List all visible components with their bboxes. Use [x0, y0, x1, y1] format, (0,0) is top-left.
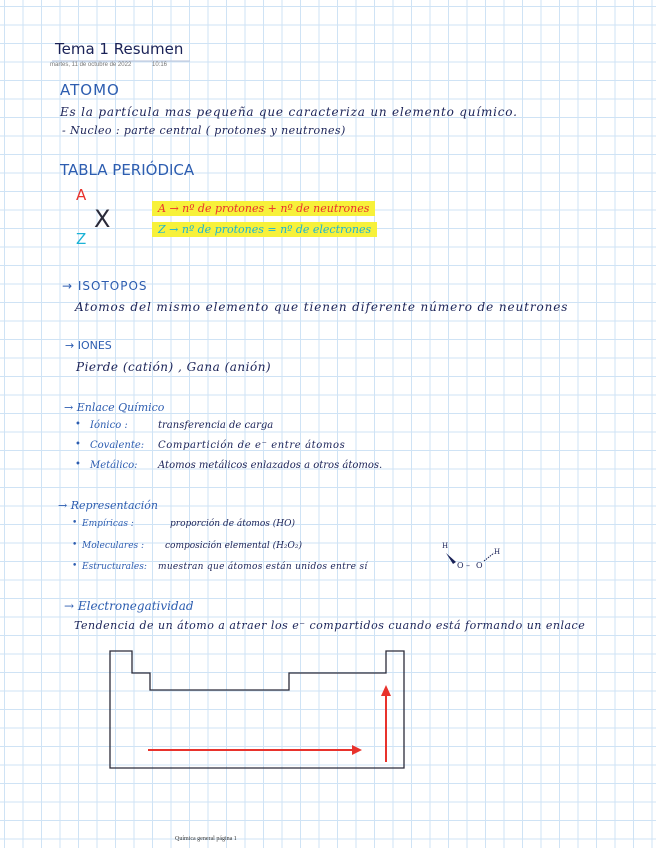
molecule-h1: H	[442, 542, 449, 550]
group-arrow-head	[381, 685, 391, 696]
electronegatividad-heading: → Electronegatividad	[64, 599, 194, 613]
bullet-icon: •	[72, 540, 78, 550]
electronegatividad-text: Tendencia de un átomo a atraer los e⁻ compartidos cuando está formando un enlace	[74, 619, 586, 632]
page-time: 10:16	[152, 62, 168, 68]
representacion-text: muestran que átomos están unidos entre sí	[158, 562, 368, 572]
iones-text: Pierde (catión) , Gana (anión)	[76, 360, 272, 374]
isotopos-text: Atomos del mismo elemento que tienen diferente número de neutrones	[75, 300, 569, 314]
representacion-text: composición elemental (H₂O₂)	[165, 541, 303, 551]
molecule-h2: H	[494, 548, 501, 556]
symbol-a: A	[76, 186, 87, 204]
bullet-icon: •	[72, 518, 78, 528]
bullet-icon: •	[75, 419, 81, 430]
a-definition: A → nº de protones + nº de neutrones	[152, 201, 375, 216]
representacion-heading: → Representación	[58, 499, 158, 512]
molecule-o2: O	[476, 561, 483, 570]
enlace-heading: → Enlace Químico	[64, 401, 165, 414]
iones-heading: → IONES	[65, 339, 112, 352]
molecule-bond: –	[466, 561, 470, 570]
period-arrow-head	[352, 745, 362, 755]
page-title: Tema 1 Resumen	[55, 40, 184, 58]
bullet-icon: •	[75, 459, 81, 470]
bullet-icon: •	[72, 561, 78, 571]
page-footer: Química general página 1	[175, 836, 237, 842]
symbol-z: Z	[76, 230, 87, 248]
atomo-heading: ATOMO	[60, 81, 120, 99]
z-definition: Z → nº de protones = nº de electrones	[152, 222, 377, 237]
representacion-label: Moleculares :	[82, 541, 145, 551]
representacion-text: proporción de átomos (HO)	[170, 519, 295, 529]
enlace-label: Metálico:	[90, 460, 138, 471]
atomo-nucleo: - Nucleo : parte central ( protones y neutrones)	[62, 124, 346, 137]
molecule-o1: O	[457, 561, 464, 570]
enlace-text: Compartición de e⁻ entre átomos	[158, 440, 346, 451]
enlace-text: transferencia de carga	[158, 420, 274, 431]
representacion-label: Empíricas :	[82, 519, 134, 529]
symbol-x: X	[94, 205, 111, 233]
page-date: martes, 11 de octubre de 2022	[50, 62, 132, 68]
enlace-text: Atomos metálicos enlazados a otros átomos.	[158, 460, 383, 471]
enlace-label: Iónico :	[90, 420, 128, 431]
tabla-heading: TABLA PERIÓDICA	[60, 161, 195, 179]
isotopos-heading: → ISOTOPOS	[62, 279, 148, 293]
atomo-definition: Es la partícula mas pequeña que caracteriza un elemento químico.	[60, 105, 518, 119]
representacion-label: Estructurales:	[82, 562, 147, 572]
bullet-icon: •	[75, 439, 81, 450]
enlace-label: Covalente:	[90, 440, 145, 451]
